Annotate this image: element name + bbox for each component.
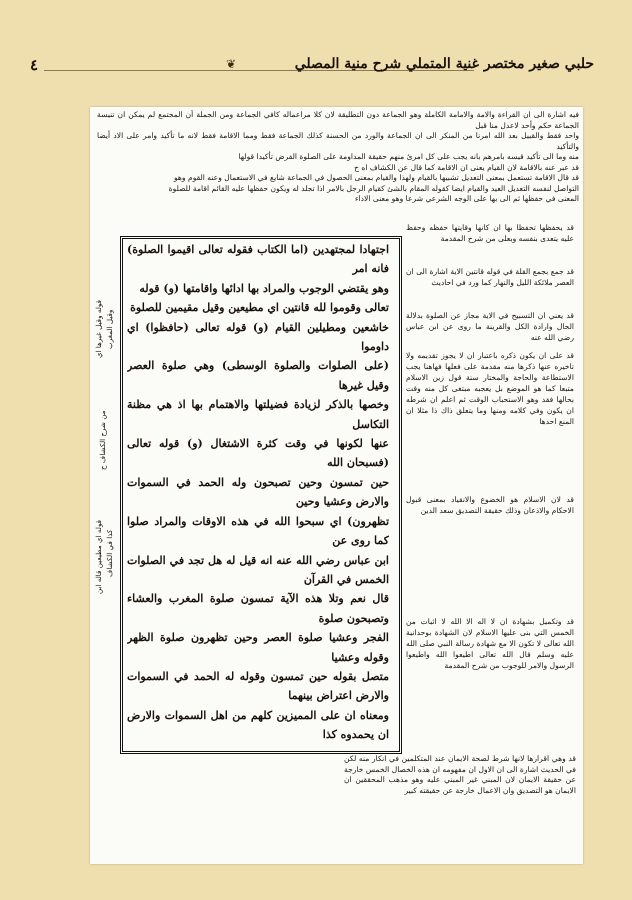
main-line: اجتهادا لمجتهدين (اما الكتاب فقوله تعالى اقيموا الصلوة) فانه امر	[127, 243, 389, 276]
margin-note: قوله وقيل غيرها اي	[94, 300, 103, 359]
main-line: تظهرون) اي سبحوا الله في هذه الاوقات والمراد صلوا كما روى عن	[127, 514, 389, 548]
main-line: حين تمسون وحين تصبحون وله الحمد في السموات والارض وعشيا وحين	[127, 475, 389, 509]
main-line: متصل بقوله حين تمسون وقوله له الحمد في السموات والارض اعتراض بينهما	[127, 669, 389, 703]
main-line: عنها لكونها في وقت كثرة الاشتغال (و) قوله تعالى (فسبحان الله	[127, 437, 389, 470]
commentary-line: قد وهي اقرارها لانها شرط لصحة الايمان عند المتكلمين في انكار منه لكن في الحديث اشارة الى ان الاول ان مفهومه ان هذه الخصال الخمس خارجة عن حقيقة الايمان لان المبني غير المبني عليه وهو مذهب المحققين ان الايمان هو التصديق وان الاعمال خارجة عن حقيقته كبير	[344, 754, 576, 795]
main-line: ابن عباس رضي الله عنه انه قيل له هل تجد في الصلوات الخمس في القرآن	[127, 553, 389, 586]
margin-note: قد وتكميل بشهادة ان لا اله الا الله لا اثبات من الخمس التي بنى عليها الاسلام لان الشهادة بوحدانية الله تعالى لا تكون الا مع شهادة رسالة النبي صلى الله عليه وسلم قال الله تعالى اطيعوا الله واطيعوا الرسول والامر للوجوب من شرح المقدمة	[406, 617, 574, 670]
page-header	[30, 56, 604, 80]
main-line: وخصها بالذكر لزيادة فضيلتها والاهتمام بها اذ هي مظنة التكاسل	[127, 398, 389, 431]
page-number: ٤	[30, 56, 39, 74]
commentary-line: فيه اشارة الى ان القراءة والامة والامامة الكاملة وهو الجماعة دون التطليقة لان كلا مراعماله كافي الجماعة ومن الجملة أن المجتمع لم يمكن ان تنيسة الجماعة حكم وأحد لاعدل منا قبل	[97, 110, 579, 130]
bottom-commentary	[344, 754, 576, 850]
running-title: حلبي صغير مختصر غنية المتملي شرح منية المصلي	[294, 56, 594, 72]
commentary-line: التواصل لنفسه التعديل العيد والقيام ايضا كقوله المقام بالشئ كقيام الرجل بالامر اذا تجلد له ويكون حفظها عليه القائم اقامة للصلوة	[168, 183, 579, 193]
ornament-left-icon: ❦	[226, 57, 237, 71]
margin-note: من شرح الكشاف ح	[98, 410, 107, 470]
main-line: قال نعم وتلا هذه الآية تمسون صلوة المغرب والعشاء وتصبحون صلوة	[127, 592, 389, 625]
margin-note: قوله اي مطيعين قاله ابن	[94, 520, 103, 595]
margin-note: قد يعني ان التسبيح في الاية مجاز عن الصلوة بدلالة الحال وارادة الكل والقرينة ما روى عن ابن عباس رضي الله عنه	[406, 311, 574, 342]
commentary-line: واحد فقط والقبيل بعد الله امرنا من المنكر الى ان الجماعة والورد من الحسنة كذلك الجماعة فقط ومما الاقامة فقط لانه ما تأكيد وامر على الاد أيضا والتأكيد	[97, 131, 579, 151]
left-margin-notes	[92, 300, 118, 700]
margin-note: قد جمع بجمع القلة في قوله قانتين الاية اشارة الى ان العصر ملائكة الليل والنهار كما ورد في احاديث	[406, 267, 574, 287]
right-margin-notes	[402, 222, 574, 752]
margin-note: قد يحفظها تحفظا بها ان كانها وقايتها حفظه وحفظ عليه يتعدى بنفسه وبعلى من شرح المقدمة	[406, 223, 574, 243]
main-line: وهو يقتضي الوجوب والمراد بها ادائها واقامتها (و) قوله	[139, 281, 389, 295]
main-line: الفجر وعشيا صلوة العصر وحين تظهرون صلوة الظهر وقوله وعشيا	[127, 631, 389, 664]
commentary-line: المعنى في حفظها ثم الى بها على الوجه الشرعي شرعا وهو معنى الاداء	[354, 194, 579, 203]
main-line: خاشعين ومطيلين القيام (و) قوله تعالى (حافظوا) اي داوموا	[127, 320, 389, 354]
main-text	[127, 240, 389, 745]
main-line: (على الصلوات والصلوة الوسطى) وهي صلوة العصر وقيل غيرها	[127, 359, 389, 392]
commentary-line: منه وما الى تأكيد قيسه بامرهم بانه يجب على كل امرئ منهم حقيقة المداومة على الصلوة الفرض تأكيدا قولها	[238, 152, 579, 161]
margin-note: قد على ان يكون ذكره باعتبار ان لا يجوز تقديمه ولا تاخيره عنها ذكرها منه مقدمة على فعلها فهاهنا يجب الاستطاعة والحاجة والمختار سنة قول زين الاسلام متبعا كما هو الموضع بل يعجبه مبتغى كل منه وقت بحالها فقد وهو الاستحباب الوقت ثم اعلم ان شرطه ان يكون وفي كلامه ومنها وما يتعلق ذاك ذا مثلا ان المنع احدها	[406, 351, 574, 426]
top-commentary	[97, 110, 579, 228]
margin-note: وقيل المغرب	[105, 310, 114, 350]
commentary-line: قد قال الاقامة تستعمل بمعنى التعديل تشبيها بالقيام ولهذا والقيام بمعنى الحصول في الجماعة شايع في الاستعمال وعنه القوم وهو	[174, 173, 579, 182]
main-line: ومعناه ان على المميزين كلهم من اهل السموات والارض ان يحمدوه كذا	[127, 708, 389, 742]
margin-note: قد لان الاسلام هو الخضوع والانقياد بمعنى قبول الاحكام والاذعان وذلك حقيقة التصديق سعد الدين	[406, 495, 574, 515]
commentary-line: قد عبر عنه بالاقامة لان القيام يعنى ان الاقامة كما قال عن الكشاف اه ح	[354, 162, 579, 172]
margin-note: كذا في الكشاف	[105, 530, 114, 578]
main-line: تعالى وقوموا لله قانتين اي مطيعين وقيل مقيمين للصلوة	[130, 301, 389, 315]
